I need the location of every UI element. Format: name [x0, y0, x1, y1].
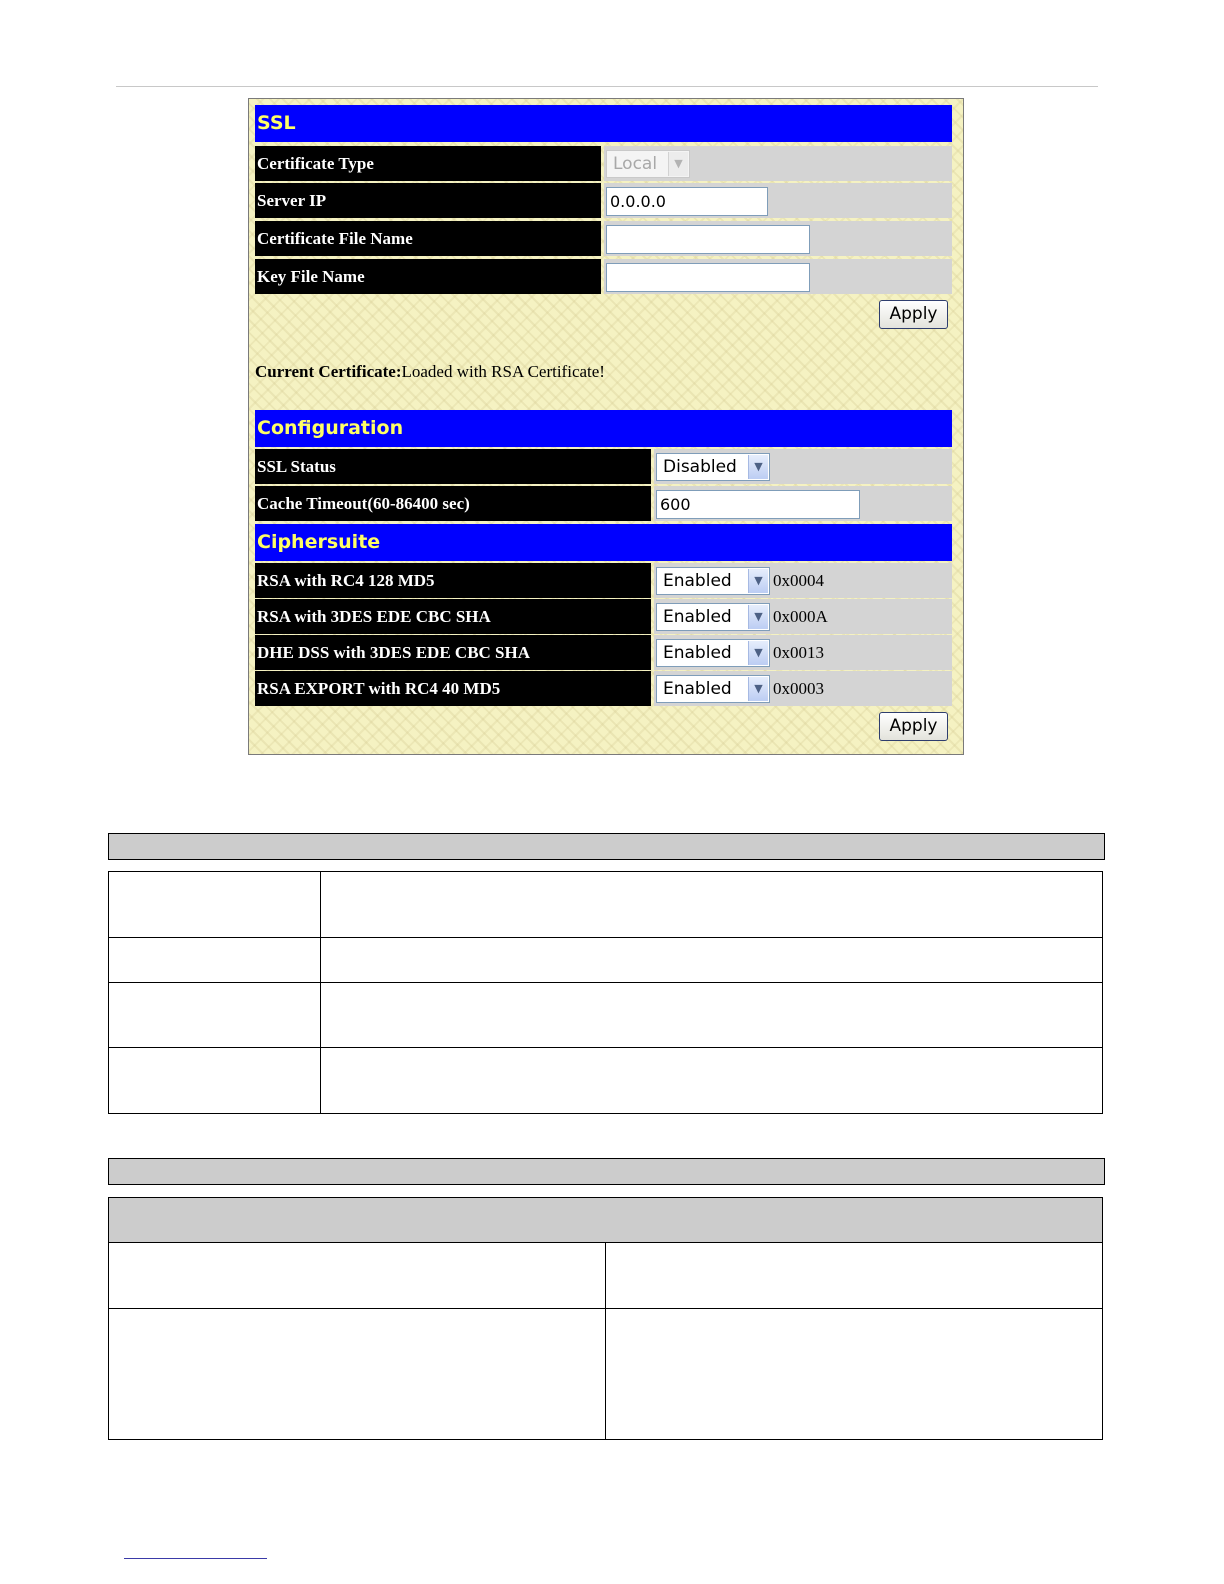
ciphersuite-code: 0x000A: [773, 607, 828, 626]
chevron-down-icon: ▼: [748, 455, 768, 479]
certificate-type-label: Certificate Type: [255, 146, 601, 181]
current-certificate-status: [255, 362, 605, 382]
certificate-type-row: [255, 146, 952, 181]
server-ip-label: Server IP: [255, 183, 601, 218]
chevron-down-icon: ▼: [748, 569, 768, 593]
certificate-type-value: Local: [613, 154, 658, 174]
ciphersuite-code: 0x0013: [773, 643, 824, 662]
ssl-settings-panel: [248, 98, 964, 755]
ciphersuite-select[interactable]: [656, 675, 770, 703]
ciphersuite-code: 0x0004: [773, 571, 824, 590]
ciphersuite-select[interactable]: [656, 567, 770, 595]
chevron-down-icon: ▼: [668, 152, 688, 176]
ciphersuite-row: [255, 671, 952, 706]
table-row: [109, 1048, 1103, 1114]
ssl-apply-button[interactable]: Apply: [879, 300, 948, 329]
ciphersuite-code: 0x0003: [773, 679, 824, 698]
ciphersuite-select[interactable]: [656, 639, 770, 667]
ciphersuite-value: Enabled: [663, 643, 732, 663]
current-certificate-value: Loaded with RSA Certificate!: [401, 362, 605, 381]
ciphersuite-value: Enabled: [663, 607, 732, 627]
server-ip-input[interactable]: 0.0.0.0: [606, 187, 768, 216]
ciphersuite-label: DHE DSS with 3DES EDE CBC SHA: [255, 635, 651, 670]
ciphersuite-row: [255, 563, 952, 598]
ciphersuite-row: [255, 635, 952, 670]
table-row: [109, 1309, 1103, 1440]
chevron-down-icon: ▼: [748, 641, 768, 665]
server-ip-row: [255, 183, 952, 218]
cache-timeout-label: Cache Timeout(60-86400 sec): [255, 486, 651, 521]
certificate-file-name-label: Certificate File Name: [255, 221, 601, 256]
key-file-name-label: Key File Name: [255, 259, 601, 294]
parameter-table: [108, 871, 1103, 1114]
configuration-section-header: Configuration: [255, 410, 952, 447]
cache-timeout-row: [255, 486, 952, 521]
key-file-name-row: [255, 259, 952, 294]
ciphersuite-section-header: Ciphersuite: [255, 524, 952, 561]
header-rule: [116, 86, 1098, 87]
ciphersuite-apply-button[interactable]: Apply: [879, 712, 948, 741]
ciphersuite-label: RSA EXPORT with RC4 40 MD5: [255, 671, 651, 706]
certificate-file-name-input[interactable]: [606, 225, 810, 254]
chevron-down-icon: ▼: [748, 677, 768, 701]
table-row: [109, 1243, 1103, 1309]
current-certificate-label: Current Certificate:: [255, 362, 402, 381]
ciphersuite-label: RSA with RC4 128 MD5: [255, 563, 651, 598]
table-row: [109, 872, 1103, 938]
ciphersuite-value: Enabled: [663, 679, 732, 699]
table-row: [109, 938, 1103, 983]
table-title-bar: [108, 833, 1105, 860]
certificate-type-select: [606, 150, 690, 178]
ciphersuite-select[interactable]: [656, 603, 770, 631]
ciphersuite-label: RSA with 3DES EDE CBC SHA: [255, 599, 651, 634]
ciphersuite-value: Enabled: [663, 571, 732, 591]
key-file-name-input[interactable]: [606, 263, 810, 292]
table-row: [109, 983, 1103, 1048]
ciphersuite-row: [255, 599, 952, 634]
ssl-section-header: SSL: [255, 105, 952, 142]
chevron-down-icon: ▼: [748, 605, 768, 629]
parameter-table: [108, 1197, 1103, 1440]
table-title-bar: [108, 1158, 1105, 1185]
ssl-status-select[interactable]: [656, 453, 770, 481]
footer-rule: [124, 1558, 267, 1559]
cache-timeout-input[interactable]: 600: [656, 490, 860, 519]
ssl-status-label: SSL Status: [255, 449, 651, 484]
ssl-status-row: [255, 449, 952, 484]
ssl-status-value: Disabled: [663, 457, 737, 477]
certificate-file-name-row: [255, 221, 952, 256]
table-row: [109, 1198, 1103, 1243]
